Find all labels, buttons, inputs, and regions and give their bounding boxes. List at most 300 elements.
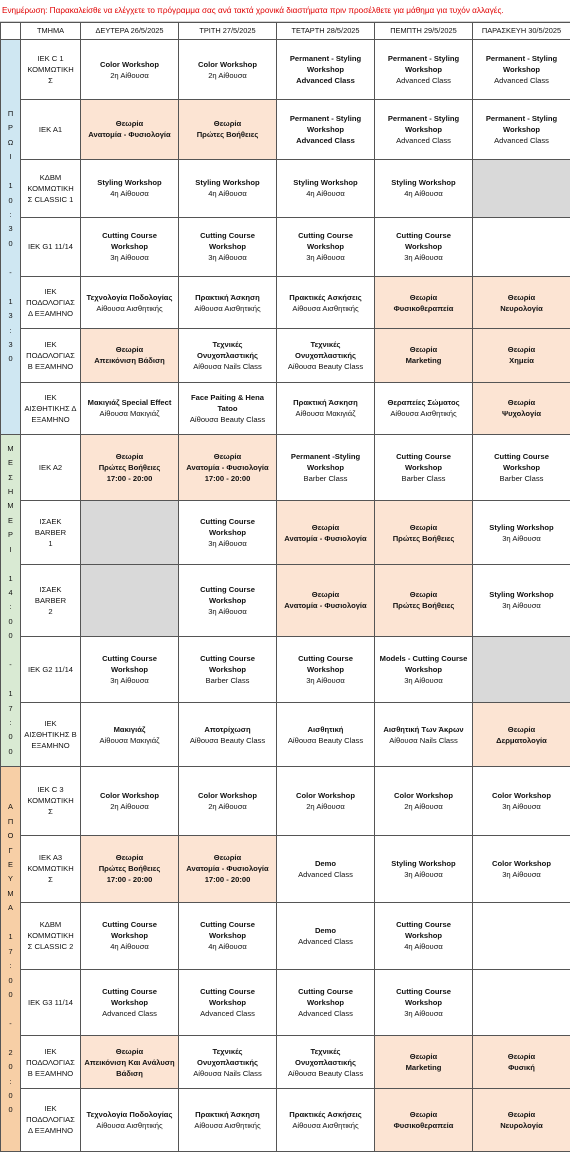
period-char: Μ bbox=[7, 443, 14, 453]
period-char bbox=[1, 1031, 20, 1045]
department-name-line: ΠΟΔΟΛΟΓΙΑΣ bbox=[26, 1115, 75, 1125]
period-char: : bbox=[9, 210, 12, 219]
class-cell bbox=[473, 835, 570, 902]
department-name-line: ΠΟΔΟΛΟΓΙΑΣ bbox=[26, 1057, 75, 1067]
class-cell bbox=[179, 217, 277, 276]
class-cell bbox=[179, 835, 277, 902]
course-title: Styling Workshop bbox=[97, 178, 162, 188]
department-name-line: Β ΕΞΑΜΗΝΟ bbox=[27, 1068, 74, 1078]
department-name-line: Σ bbox=[48, 875, 53, 885]
course-room: Advanced Class bbox=[296, 135, 355, 145]
period-char: 1 bbox=[8, 932, 13, 942]
class-cell bbox=[179, 100, 277, 159]
class-cell bbox=[81, 835, 179, 902]
class-cell bbox=[473, 40, 570, 100]
class-cell bbox=[375, 767, 473, 835]
course-title: Θεωρία bbox=[507, 345, 536, 355]
schedule-row bbox=[1, 767, 570, 835]
department-name-line: ΙΕΚ bbox=[44, 1046, 57, 1056]
course-title: Cutting Course Workshop bbox=[200, 231, 255, 252]
course-room: Barber Class bbox=[401, 473, 446, 483]
course-room: Αίθουσα Αισθητικής bbox=[96, 1120, 163, 1130]
class-cell bbox=[473, 382, 570, 434]
department-cell bbox=[21, 434, 81, 500]
course-room: Αίθουσα Nails Class bbox=[193, 361, 262, 371]
period-char bbox=[1, 165, 20, 179]
class-cell bbox=[179, 565, 277, 636]
course-room: Φυσικοθεραπεία bbox=[393, 303, 454, 313]
class-cell bbox=[375, 329, 473, 382]
period-char: 0 bbox=[8, 1091, 13, 1101]
course-room: Barber Class bbox=[205, 675, 250, 685]
header-thursday: ΠΕΜΠΤΗ 29/5/2025 bbox=[375, 23, 473, 40]
class-cell bbox=[179, 970, 277, 1036]
period-char: 0 bbox=[8, 631, 13, 641]
department-name-line: ΕΞΑΜΗΝΟ bbox=[31, 741, 70, 751]
period-char bbox=[1, 251, 20, 265]
course-room: 2η Αίθουσα bbox=[208, 801, 247, 811]
course-title: Demo bbox=[314, 858, 337, 868]
department-name-line: ΕΞΑΜΗΝΟ bbox=[31, 414, 70, 424]
department-name-line: ΙΕΚ Α2 bbox=[38, 462, 63, 472]
course-room: Advanced Class bbox=[296, 76, 355, 86]
course-title: Cutting Course Workshop bbox=[102, 653, 157, 674]
schedule-row bbox=[1, 1088, 570, 1151]
course-room: 3η Αίθουσα bbox=[502, 601, 541, 611]
class-cell bbox=[81, 1088, 179, 1151]
class-cell bbox=[81, 501, 179, 565]
class-cell bbox=[473, 1036, 570, 1088]
class-cell bbox=[179, 501, 277, 565]
course-title: Πρακτική Άσκηση bbox=[293, 398, 358, 408]
course-title: Θεωρία bbox=[115, 451, 144, 461]
course-title: Θεωρία bbox=[311, 522, 340, 532]
course-title: Styling Workshop bbox=[293, 178, 358, 188]
department-name-line: Δ ΕΞΑΜΗΝΟ bbox=[27, 1126, 74, 1136]
class-cell bbox=[179, 40, 277, 100]
course-title: Τεχνικές Ονυχοπλαστικής bbox=[197, 1046, 258, 1067]
course-time: 17:00 - 20:00 bbox=[204, 875, 251, 885]
period-char: 3 bbox=[8, 339, 13, 349]
schedule-body bbox=[1, 40, 570, 1152]
course-room: Δερματολογία bbox=[496, 735, 547, 745]
department-name-line: Σ CLASSIC 2 bbox=[27, 942, 74, 952]
course-room: 3η Αίθουσα bbox=[208, 539, 247, 549]
class-cell bbox=[81, 434, 179, 500]
course-room: Πρώτες Βοήθειες bbox=[392, 601, 455, 611]
course-title: Cutting Course Workshop bbox=[200, 987, 255, 1008]
department-name-line: ΙΕΚ bbox=[44, 392, 57, 402]
course-title: Cutting Course Workshop bbox=[200, 517, 255, 538]
schedule-row bbox=[1, 636, 570, 702]
department-name-line: ΙΕΚ bbox=[44, 287, 57, 297]
course-title: Θεωρία bbox=[409, 590, 438, 600]
class-cell bbox=[277, 100, 375, 159]
class-cell bbox=[375, 217, 473, 276]
period-char: 0 bbox=[8, 746, 13, 756]
department-cell bbox=[21, 501, 81, 565]
period-char bbox=[1, 557, 20, 571]
course-title: Cutting Course Workshop bbox=[494, 451, 549, 472]
department-name-line: Δ ΕΞΑΜΗΝΟ bbox=[27, 309, 74, 319]
class-cell bbox=[277, 329, 375, 382]
department-name-line: ΙΣΑΕΚ BARBER bbox=[34, 584, 67, 605]
course-room: Πρώτες Βοήθειες bbox=[392, 533, 455, 543]
course-title: Cutting Course Workshop bbox=[298, 653, 353, 674]
course-room: 4η Αίθουσα bbox=[404, 942, 443, 952]
period-char: 0 bbox=[8, 732, 13, 742]
course-room: Νευρολογία bbox=[500, 303, 543, 313]
course-title: Cutting Course Workshop bbox=[298, 987, 353, 1008]
course-room: Advanced Class bbox=[396, 76, 451, 86]
department-cell bbox=[21, 159, 81, 217]
period-char: 1 bbox=[8, 181, 13, 191]
class-cell bbox=[375, 636, 473, 702]
period-char: 0 bbox=[8, 238, 13, 248]
course-title: Permanent - Styling Workshop bbox=[289, 54, 362, 75]
class-cell bbox=[473, 501, 570, 565]
course-room: Advanced Class bbox=[494, 135, 549, 145]
course-title: Τεχνολογία Ποδολογίας bbox=[86, 292, 173, 302]
schedule-row bbox=[1, 159, 570, 217]
class-cell bbox=[277, 1036, 375, 1088]
class-cell bbox=[277, 277, 375, 329]
period-char: Π bbox=[7, 816, 14, 826]
course-room: Barber Class bbox=[303, 473, 348, 483]
period-char bbox=[1, 673, 20, 687]
course-room: Πρώτες Βοήθειες bbox=[98, 864, 161, 874]
class-cell bbox=[81, 382, 179, 434]
class-cell bbox=[375, 565, 473, 636]
course-room: 2η Αίθουσα bbox=[306, 801, 345, 811]
course-room: Marketing bbox=[405, 356, 442, 366]
course-title: Face Paiting & Hena Tatoo bbox=[190, 392, 264, 413]
course-room: Αίθουσα Αισθητικής bbox=[194, 303, 261, 313]
course-room: Αίθουσα Αισθητικής bbox=[292, 303, 359, 313]
department-name-line: ΚΟΜΜΩΤΙΚΗ bbox=[27, 864, 74, 874]
class-cell bbox=[277, 40, 375, 100]
class-cell bbox=[277, 1088, 375, 1151]
course-room: Barber Class bbox=[499, 473, 544, 483]
course-title: Θεωρία bbox=[213, 119, 242, 129]
course-room: 3η Αίθουσα bbox=[208, 253, 247, 263]
course-title: Θεωρία bbox=[409, 345, 438, 355]
class-cell bbox=[375, 702, 473, 766]
class-cell bbox=[81, 40, 179, 100]
course-title: Styling Workshop bbox=[489, 590, 554, 600]
schedule-row bbox=[1, 217, 570, 276]
course-title: Πρακτικές Ασκήσεις bbox=[289, 1109, 362, 1119]
period-char: Ε bbox=[8, 860, 13, 870]
class-cell bbox=[81, 277, 179, 329]
course-room: Χημεία bbox=[509, 356, 534, 366]
period-char: 7 bbox=[8, 703, 13, 713]
course-time: 17:00 - 20:00 bbox=[106, 473, 153, 483]
class-cell bbox=[375, 100, 473, 159]
department-name-line: ΙΕΚ G3 11/14 bbox=[27, 998, 74, 1008]
department-name-line: Σ bbox=[48, 807, 53, 817]
course-room: Νευρολογία bbox=[500, 1120, 543, 1130]
update-notice: Ενημέρωση: Παρακαλείσθε να ελέγχετε το πρόγραμμα σας ανά τακτά χρονικά διαστήματα πριν προσέλθετε για μάθημα για τυχόν αλλαγές. bbox=[0, 0, 570, 22]
course-room: Advanced Class bbox=[298, 936, 353, 946]
course-room: 3η Αίθουσα bbox=[404, 869, 443, 879]
course-title: Permanent - Styling Workshop bbox=[485, 113, 558, 134]
header-department: ΤΜΗΜΑ bbox=[21, 23, 81, 40]
class-cell bbox=[179, 277, 277, 329]
class-cell bbox=[81, 329, 179, 382]
course-room: 4η Αίθουσα bbox=[110, 942, 149, 952]
class-cell bbox=[179, 329, 277, 382]
department-name-line: Σ bbox=[48, 76, 53, 86]
period-char: Π bbox=[7, 108, 14, 118]
class-cell bbox=[473, 702, 570, 766]
course-title: Color Workshop bbox=[198, 790, 257, 800]
course-room: 3η Αίθουσα bbox=[404, 1009, 443, 1019]
period-char: 0 bbox=[8, 975, 13, 985]
class-cell bbox=[375, 40, 473, 100]
class-cell bbox=[375, 902, 473, 969]
class-cell bbox=[375, 835, 473, 902]
department-name-line: ΚΔΒΜ bbox=[39, 920, 62, 930]
header-wednesday: ΤΕΤΑΡΤΗ 28/5/2025 bbox=[277, 23, 375, 40]
department-name-line: ΙΕΚ bbox=[44, 719, 57, 729]
course-room: Απεικόνιση Και Ανάλυση Βάδιση bbox=[84, 1057, 175, 1078]
course-room: 3η Αίθουσα bbox=[208, 606, 247, 616]
class-cell bbox=[473, 970, 570, 1036]
course-title: Τεχνολογία Ποδολογίας bbox=[86, 1109, 173, 1119]
course-title: Θεωρία bbox=[409, 522, 438, 532]
department-cell bbox=[21, 277, 81, 329]
class-cell bbox=[277, 159, 375, 217]
period-char: : bbox=[9, 602, 12, 612]
header-row bbox=[1, 23, 570, 40]
schedule-row bbox=[1, 40, 570, 100]
class-cell bbox=[179, 702, 277, 766]
class-cell bbox=[375, 159, 473, 217]
department-name-line: ΙΕΚ bbox=[44, 1104, 57, 1114]
course-room: 3η Αίθουσα bbox=[306, 253, 345, 263]
course-room: Ανατομία - Φυσιολογία bbox=[284, 601, 367, 611]
course-room: Αίθουσα Nails Class bbox=[193, 1068, 262, 1078]
class-cell bbox=[277, 217, 375, 276]
course-title: Models - Cutting Course Workshop bbox=[379, 653, 468, 674]
class-cell bbox=[375, 1036, 473, 1088]
course-room: 3η Αίθουσα bbox=[110, 675, 149, 685]
department-name-line: 2 bbox=[48, 606, 53, 616]
course-title: Θεωρία bbox=[213, 451, 242, 461]
class-cell bbox=[473, 1088, 570, 1151]
period-char: : bbox=[9, 325, 12, 335]
class-cell bbox=[473, 277, 570, 329]
course-title: Θεωρία bbox=[311, 590, 340, 600]
course-title: Θεωρία bbox=[507, 1109, 536, 1119]
schedule-row bbox=[1, 277, 570, 329]
course-room: Αίθουσα Nails Class bbox=[389, 735, 458, 745]
period-label-midday bbox=[1, 434, 21, 766]
class-cell bbox=[277, 835, 375, 902]
period-char: Ε bbox=[8, 458, 13, 468]
course-title: Θεωρία bbox=[115, 853, 144, 863]
course-title: Θεωρία bbox=[115, 345, 144, 355]
department-cell bbox=[21, 702, 81, 766]
course-title: Τεχνικές Ονυχοπλαστικής bbox=[197, 339, 258, 360]
period-char: Η bbox=[7, 486, 14, 496]
course-room: 2η Αίθουσα bbox=[404, 801, 443, 811]
course-room: 2η Αίθουσα bbox=[110, 70, 149, 80]
course-title: Θεωρία bbox=[507, 1052, 536, 1062]
period-char: 3 bbox=[8, 311, 13, 321]
class-cell bbox=[81, 767, 179, 835]
course-title: Styling Workshop bbox=[391, 858, 456, 868]
class-cell bbox=[473, 565, 570, 636]
course-title: Demo bbox=[314, 925, 337, 935]
course-title: Θεωρία bbox=[507, 724, 536, 734]
course-room: 3η Αίθουσα bbox=[404, 675, 443, 685]
period-char bbox=[1, 280, 20, 294]
course-title: Θεωρία bbox=[507, 398, 536, 408]
period-char: - bbox=[9, 1018, 12, 1028]
course-room: Advanced Class bbox=[200, 1009, 255, 1019]
class-cell bbox=[473, 902, 570, 969]
class-cell bbox=[473, 100, 570, 159]
course-title: Color Workshop bbox=[100, 59, 159, 69]
department-cell bbox=[21, 1088, 81, 1151]
course-title: Color Workshop bbox=[198, 59, 257, 69]
class-cell bbox=[179, 1036, 277, 1088]
course-title: Styling Workshop bbox=[489, 522, 554, 532]
class-cell bbox=[375, 1088, 473, 1151]
course-room: Αίθουσα Αισθητικής bbox=[96, 303, 163, 313]
course-title: Πρακτική Άσκηση bbox=[195, 292, 260, 302]
period-char: : bbox=[9, 1076, 12, 1086]
course-title: Cutting Course Workshop bbox=[396, 451, 451, 472]
class-cell bbox=[473, 217, 570, 276]
course-title: Cutting Course Workshop bbox=[200, 653, 255, 674]
header-friday: ΠΑΡΑΣΚΕΥΗ 30/5/2025 bbox=[473, 23, 570, 40]
course-room: Απεικόνιση Βάδιση bbox=[94, 356, 165, 366]
period-char: - bbox=[9, 267, 12, 277]
period-char: Σ bbox=[8, 472, 13, 482]
class-cell bbox=[179, 1088, 277, 1151]
course-room: Αίθουσα Beauty Class bbox=[287, 1068, 364, 1078]
course-title: Permanent - Styling Workshop bbox=[289, 113, 362, 134]
course-room: Advanced Class bbox=[298, 1009, 353, 1019]
period-char: Ι bbox=[9, 544, 12, 554]
class-cell bbox=[179, 636, 277, 702]
course-room: Αίθουσα Beauty Class bbox=[189, 414, 266, 424]
class-cell bbox=[277, 636, 375, 702]
class-cell bbox=[473, 434, 570, 500]
class-cell bbox=[277, 702, 375, 766]
period-char: 0 bbox=[8, 1062, 13, 1072]
period-char: Ι bbox=[9, 152, 12, 162]
class-cell bbox=[277, 382, 375, 434]
period-char bbox=[1, 1002, 20, 1016]
course-title: Permanent -Styling Workshop bbox=[290, 451, 361, 472]
schedule-row bbox=[1, 970, 570, 1036]
department-cell bbox=[21, 382, 81, 434]
class-cell bbox=[473, 636, 570, 702]
period-char: 3 bbox=[8, 224, 13, 234]
period-char: Ε bbox=[8, 515, 13, 525]
class-cell bbox=[81, 636, 179, 702]
department-name-line: ΙΕΚ G2 11/14 bbox=[27, 664, 74, 674]
weekly-schedule-table bbox=[0, 22, 570, 1152]
class-cell bbox=[277, 434, 375, 500]
period-char: Ο bbox=[7, 831, 14, 841]
department-name-line: ΠΟΔΟΛΟΓΙΑΣ bbox=[26, 298, 75, 308]
course-room: Αίθουσα Beauty Class bbox=[287, 361, 364, 371]
department-name-line: ΙΕΚ bbox=[44, 339, 57, 349]
period-char: 0 bbox=[8, 989, 13, 999]
class-cell bbox=[375, 277, 473, 329]
course-room: Advanced Class bbox=[102, 1009, 157, 1019]
schedule-row bbox=[1, 434, 570, 500]
department-cell bbox=[21, 100, 81, 159]
department-name-line: Σ CLASSIC 1 bbox=[27, 194, 74, 204]
class-cell bbox=[179, 382, 277, 434]
department-name-line: ΚΟΜΜΩΤΙΚΗ bbox=[27, 183, 74, 193]
class-cell bbox=[375, 970, 473, 1036]
period-char: Μ bbox=[7, 888, 14, 898]
course-room: Αίθουσα Μακιγιάζ bbox=[99, 409, 160, 419]
course-room: Advanced Class bbox=[494, 76, 549, 86]
course-title: Μακιγιάζ bbox=[113, 724, 146, 734]
course-title: Styling Workshop bbox=[391, 178, 456, 188]
department-name-line: ΚΟΜΜΩΤΙΚΗ bbox=[27, 931, 74, 941]
class-cell bbox=[81, 902, 179, 969]
course-room: Αίθουσα Αισθητικής bbox=[292, 1120, 359, 1130]
course-title: Αισθητική Των Άκρων bbox=[383, 724, 464, 734]
course-time: 17:00 - 20:00 bbox=[204, 473, 251, 483]
class-cell bbox=[81, 970, 179, 1036]
department-cell bbox=[21, 835, 81, 902]
course-title: Cutting Course Workshop bbox=[102, 987, 157, 1008]
course-room: 3η Αίθουσα bbox=[502, 801, 541, 811]
period-char bbox=[1, 916, 20, 930]
course-room: Αίθουσα Αισθητικής bbox=[390, 409, 457, 419]
course-title: Cutting Course Workshop bbox=[200, 584, 255, 605]
period-char: Μ bbox=[7, 501, 14, 511]
period-char: 0 bbox=[8, 354, 13, 364]
schedule-row bbox=[1, 565, 570, 636]
course-room: Αίθουσα Μακιγιάζ bbox=[295, 409, 356, 419]
class-cell bbox=[81, 100, 179, 159]
course-title: Θεωρία bbox=[409, 292, 438, 302]
department-cell bbox=[21, 636, 81, 702]
class-cell bbox=[277, 565, 375, 636]
course-room: Ψυχολογία bbox=[501, 409, 542, 419]
course-room: Advanced Class bbox=[298, 869, 353, 879]
period-char: : bbox=[9, 961, 12, 971]
course-title: Τεχνικές Ονυχοπλαστικής bbox=[295, 1046, 356, 1067]
period-char: 0 bbox=[8, 1105, 13, 1115]
department-name-line: ΑΙΣΘΗΤΙΚΗΣ Δ bbox=[24, 403, 77, 413]
period-char: 1 bbox=[8, 296, 13, 306]
class-cell bbox=[179, 434, 277, 500]
period-char: Α bbox=[8, 903, 13, 913]
period-char: Υ bbox=[8, 874, 13, 884]
course-room: Ανατομία - Φυσιολογία bbox=[186, 462, 269, 472]
course-room: 3η Αίθουσα bbox=[502, 869, 541, 879]
class-cell bbox=[375, 434, 473, 500]
course-title: Θεραπείες Σώματος bbox=[387, 398, 460, 408]
course-title: Cutting Course Workshop bbox=[102, 231, 157, 252]
course-room: 3η Αίθουσα bbox=[306, 675, 345, 685]
course-room: Marketing bbox=[405, 1063, 442, 1073]
period-char: Ω bbox=[7, 137, 14, 147]
course-title: Θεωρία bbox=[409, 1052, 438, 1062]
